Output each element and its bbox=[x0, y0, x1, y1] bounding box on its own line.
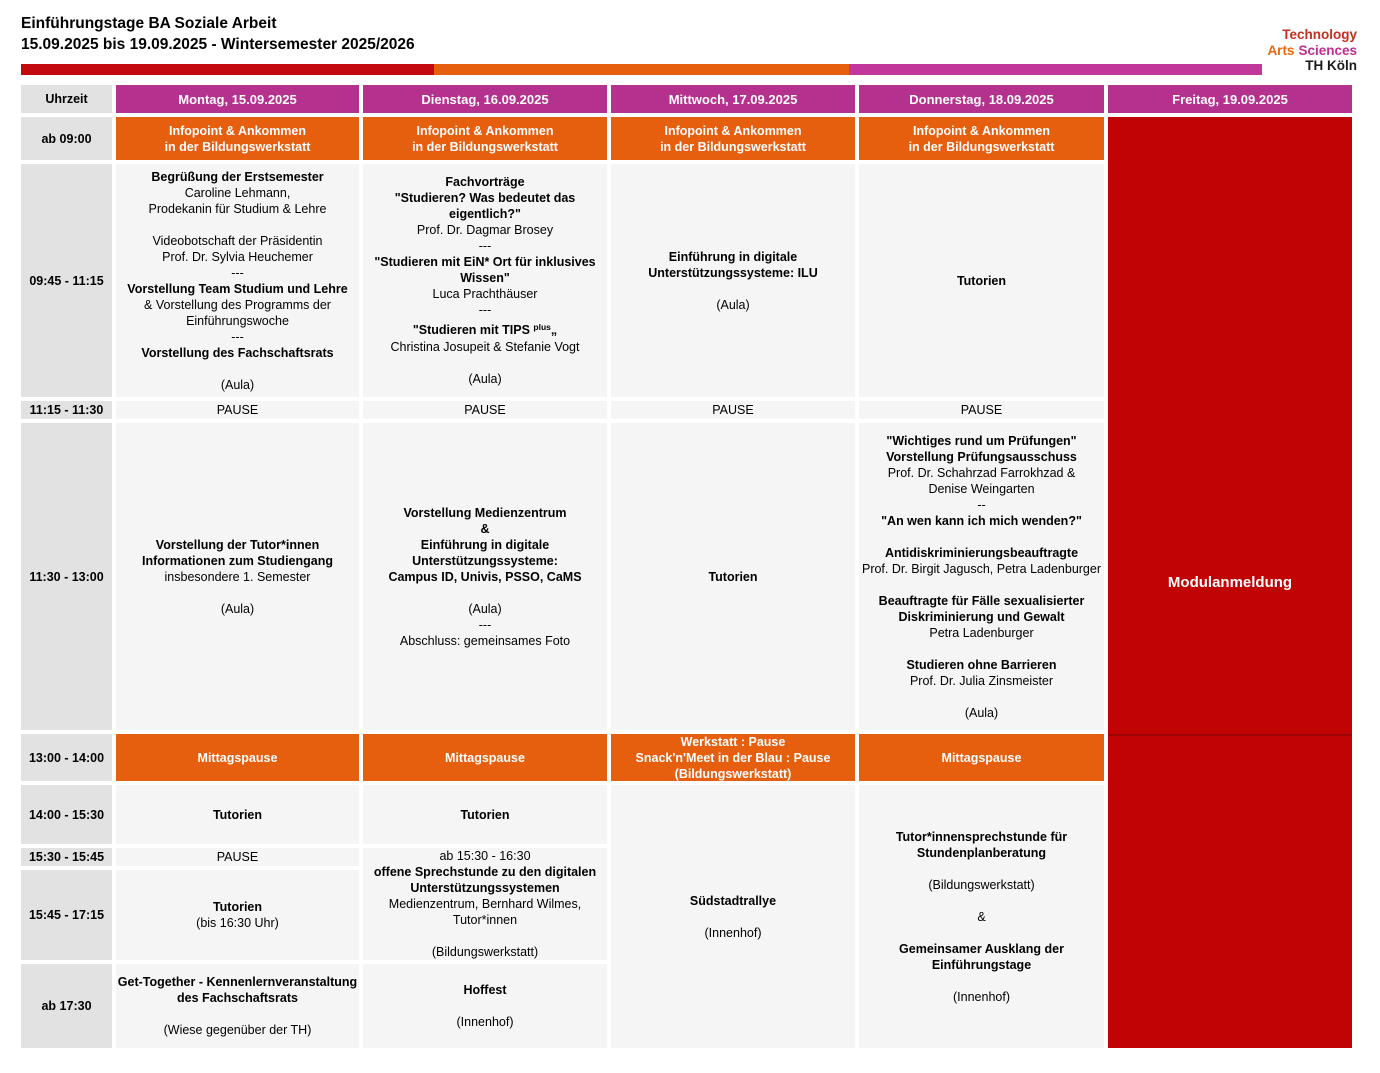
event-line: & bbox=[977, 909, 986, 924]
tue-1730 bbox=[363, 964, 607, 1048]
event-line: Infopoint & Ankommen bbox=[664, 123, 802, 138]
bar-segment-magenta bbox=[849, 64, 1262, 75]
event-line: --- bbox=[231, 265, 244, 280]
time-slot-label: 14:00 - 15:30 bbox=[21, 785, 112, 844]
event-line: & bbox=[480, 521, 490, 536]
event-line: Vorstellung Medienzentrum bbox=[403, 505, 567, 520]
wed-0945 bbox=[611, 164, 855, 397]
event-line: Tutorien bbox=[212, 807, 263, 822]
mon-1130 bbox=[116, 423, 359, 730]
event-line: Prof. Dr. Birgit Jagusch, Petra Ladenburger bbox=[861, 561, 1101, 576]
event-line: Stundenplanberatung bbox=[916, 845, 1047, 860]
mon-1545 bbox=[116, 870, 359, 960]
event-line: & Vorstellung des Programms der bbox=[144, 297, 331, 312]
event-line: PAUSE bbox=[464, 403, 506, 417]
event-line: Einführung in digitale bbox=[420, 537, 550, 552]
event-line: (bis 16:30 Uhr) bbox=[196, 916, 279, 930]
event-line: Einführungstage bbox=[931, 957, 1032, 972]
event-line: (Wiese gegenüber der TH) bbox=[163, 1023, 312, 1037]
event-line: Petra Ladenburger bbox=[929, 625, 1034, 640]
event-line: Infopoint & Ankommen bbox=[416, 123, 554, 138]
event-line: (Aula) bbox=[468, 371, 502, 386]
event-line: Studieren ohne Barrieren bbox=[906, 657, 1057, 672]
logo-th-koeln: TH Köln bbox=[1305, 58, 1357, 73]
event-line: Vorstellung der Tutor*innen bbox=[155, 537, 320, 552]
thu-0945 bbox=[859, 164, 1104, 397]
mon-0945 bbox=[116, 164, 359, 397]
event-line: Beauftragte für Fälle sexualisierter bbox=[878, 593, 1085, 608]
bar-segment-orange bbox=[434, 64, 849, 75]
event-line: Einführung in digitale bbox=[668, 249, 798, 264]
wed-infopoint bbox=[611, 117, 855, 160]
event-line: Abschluss: gemeinsames Foto bbox=[399, 633, 571, 648]
event-line: (Bildungswerkstatt) bbox=[674, 766, 792, 781]
event-line: "Wichtiges rund um Prüfungen" bbox=[886, 433, 1077, 448]
time-slot-label: 15:30 - 15:45 bbox=[21, 848, 112, 866]
event-line: Denise Weingarten bbox=[928, 481, 1035, 496]
event-line: Unterstützungssystemen bbox=[410, 881, 560, 895]
event-line: Infopoint & Ankommen bbox=[168, 123, 307, 138]
time-column-header: Uhrzeit bbox=[21, 85, 112, 113]
event-line: --- bbox=[478, 303, 492, 318]
event-line: Prof. Dr. Dagmar Brosey bbox=[416, 223, 554, 238]
event-line: in der Bildungswerkstatt bbox=[660, 139, 806, 154]
time-slot-label: 11:15 - 11:30 bbox=[21, 401, 112, 419]
title-block bbox=[21, 13, 415, 55]
event-line: Mittagspause bbox=[445, 750, 525, 765]
mon-1400 bbox=[116, 785, 359, 844]
event-line: PAUSE bbox=[216, 403, 259, 417]
event-line: "Studieren mit TIPS $^{plus}$„ bbox=[412, 322, 558, 338]
event-line: in der Bildungswerkstatt bbox=[908, 139, 1055, 154]
event-line: Videobotschaft der Präsidentin bbox=[152, 233, 323, 248]
mon-pause-1115 bbox=[116, 401, 359, 419]
event-line: Prodekanin für Studium & Lehre bbox=[148, 201, 327, 216]
brand-color-bar bbox=[21, 64, 1262, 75]
event-line: --- bbox=[231, 329, 244, 344]
thu-1130 bbox=[859, 423, 1104, 730]
tue-1130 bbox=[363, 423, 607, 730]
event-line: insbesondere 1. Semester bbox=[164, 569, 311, 584]
event-line: Tutor*innen bbox=[452, 913, 518, 927]
event-line: Tutorien bbox=[460, 807, 510, 822]
event-line: Gemeinsamer Ausklang der bbox=[899, 941, 1064, 956]
mon-infopoint bbox=[116, 117, 359, 160]
bar-segment-red bbox=[21, 64, 434, 75]
time-slot-label: 13:00 - 14:00 bbox=[21, 734, 112, 781]
event-line: -- bbox=[977, 497, 986, 512]
event-line: Werkstatt : Pause bbox=[680, 734, 786, 749]
tue-sprechstunde bbox=[363, 848, 607, 960]
event-line: (Aula) bbox=[468, 601, 502, 616]
event-line: Modulanmeldung bbox=[1167, 573, 1293, 591]
event-line: Fachvorträge bbox=[445, 175, 525, 190]
day-header-2: Dienstag, 16.09.2025 bbox=[363, 85, 607, 113]
event-line: Get-Together - Kennenlernveranstaltung bbox=[117, 975, 358, 989]
event-line: Vorstellung des Fachschaftsrats bbox=[141, 345, 334, 360]
event-line: Vorstellung Prüfungsausschuss bbox=[886, 449, 1077, 464]
day-header-5: Freitag, 19.09.2025 bbox=[1108, 85, 1352, 113]
event-line: Christina Josupeit & Stefanie Vogt bbox=[390, 339, 580, 354]
event-line: ab 15:30 - 16:30 bbox=[439, 849, 531, 863]
event-line: "An wen kann ich mich wenden?" bbox=[881, 513, 1082, 528]
event-line: Snack'n'Meet in der Blau : Pause bbox=[635, 750, 831, 765]
event-line: (Innenhof) bbox=[704, 925, 762, 940]
time-slot-label: 09:45 - 11:15 bbox=[21, 164, 112, 397]
event-line: offene Sprechstunde zu den digitalen bbox=[373, 865, 597, 879]
time-slot-label: 15:45 - 17:15 bbox=[21, 870, 112, 960]
event-line: Begrüßung der Erstsemester bbox=[151, 169, 324, 184]
page-subtitle: 15.09.2025 bis 19.09.2025 - Wintersemester 2025/2026 bbox=[21, 36, 415, 53]
event-line: Südstadtrallye bbox=[689, 893, 777, 908]
event-line: Unterstützungssysteme: ILU bbox=[648, 265, 818, 280]
event-line: Prof. Dr. Sylvia Heuchemer bbox=[162, 249, 313, 264]
event-line: eigentlich?" bbox=[449, 207, 521, 222]
event-line: (Innenhof) bbox=[953, 989, 1010, 1004]
mon-mittagspause bbox=[116, 734, 359, 781]
day-header-3: Mittwoch, 17.09.2025 bbox=[611, 85, 855, 113]
thu-pause-1115 bbox=[859, 401, 1104, 419]
logo-technology: Technology bbox=[1282, 27, 1357, 42]
th-koeln-logo bbox=[1267, 27, 1357, 74]
friday-row-divider bbox=[1108, 734, 1352, 736]
event-line: Luca Prachthäuser bbox=[432, 287, 538, 302]
wed-afternoon bbox=[611, 785, 855, 1048]
logo-arts: Arts bbox=[1267, 42, 1295, 58]
event-line: Vorstellung Team Studium und Lehre bbox=[127, 281, 348, 296]
thu-infopoint bbox=[859, 117, 1104, 160]
event-line: Unterstützungssysteme: bbox=[412, 553, 558, 568]
event-line: "Studieren mit EiN* Ort für inklusives bbox=[374, 255, 596, 270]
event-line: PAUSE bbox=[712, 403, 754, 417]
time-slot-label: 11:30 - 13:00 bbox=[21, 423, 112, 730]
event-line: Tutorien bbox=[212, 900, 263, 914]
event-line: PAUSE bbox=[960, 403, 1003, 417]
event-line: --- bbox=[478, 617, 492, 632]
page-title: Einführungstage BA Soziale Arbeit bbox=[21, 15, 277, 32]
wed-pause-1115 bbox=[611, 401, 855, 419]
event-line: Tutorien bbox=[708, 569, 758, 584]
time-slot-label: ab 17:30 bbox=[21, 964, 112, 1048]
event-line: Tutor*innensprechstunde für bbox=[895, 829, 1068, 844]
event-line: Caroline Lehmann, bbox=[184, 185, 291, 200]
wed-1130 bbox=[611, 423, 855, 730]
mon-1730 bbox=[116, 964, 359, 1048]
schedule-grid bbox=[21, 85, 1352, 1048]
event-line: in der Bildungswerkstatt bbox=[164, 139, 311, 154]
event-line: Infopoint & Ankommen bbox=[912, 123, 1051, 138]
event-line: (Aula) bbox=[220, 377, 255, 392]
page-header bbox=[0, 0, 1380, 85]
tue-1400 bbox=[363, 785, 607, 844]
event-line: (Bildungswerkstatt) bbox=[928, 877, 1035, 892]
logo-sciences: Sciences bbox=[1298, 42, 1357, 58]
event-line: "Studieren? Was bedeutet das bbox=[394, 191, 576, 206]
event-line: (Bildungswerkstatt) bbox=[431, 945, 539, 959]
event-line: Einführungswoche bbox=[186, 313, 289, 328]
day-header-4: Donnerstag, 18.09.2025 bbox=[859, 85, 1104, 113]
event-line: Wissen" bbox=[460, 271, 510, 286]
event-line: Mittagspause bbox=[941, 750, 1022, 765]
event-line: --- bbox=[478, 239, 492, 254]
event-line: Medienzentrum, Bernhard Wilmes, bbox=[388, 897, 582, 911]
thu-afternoon bbox=[859, 785, 1104, 1048]
event-line: Campus ID, Univis, PSSO, CaMS bbox=[388, 569, 582, 584]
event-line: (Aula) bbox=[716, 297, 750, 312]
event-line: Hoffest bbox=[463, 983, 507, 997]
day-header-1: Montag, 15.09.2025 bbox=[116, 85, 359, 113]
event-line: Tutorien bbox=[956, 273, 1007, 288]
event-line: Prof. Dr. Julia Zinsmeister bbox=[909, 673, 1054, 688]
time-slot-label: ab 09:00 bbox=[21, 117, 112, 160]
tue-mittagspause bbox=[363, 734, 607, 781]
event-line: (Aula) bbox=[964, 705, 999, 720]
event-line: Antidiskriminierungsbeauftragte bbox=[884, 545, 1079, 560]
event-line: (Innenhof) bbox=[456, 1015, 514, 1029]
tue-pause-1115 bbox=[363, 401, 607, 419]
event-line: Mittagspause bbox=[197, 750, 278, 765]
event-line: in der Bildungswerkstatt bbox=[412, 139, 558, 154]
tue-infopoint bbox=[363, 117, 607, 160]
event-line: Prof. Dr. Schahrzad Farrokhzad & bbox=[887, 465, 1076, 480]
event-line: Diskriminierung und Gewalt bbox=[898, 609, 1065, 624]
thu-mittagspause bbox=[859, 734, 1104, 781]
event-line: (Aula) bbox=[220, 601, 255, 616]
logo-arts-sciences bbox=[1267, 43, 1357, 59]
fri-modulanmeldung bbox=[1108, 117, 1352, 1048]
event-line: Informationen zum Studiengang bbox=[142, 553, 333, 568]
mon-pause-1530 bbox=[116, 848, 359, 866]
event-line: des Fachschaftsrats bbox=[177, 991, 298, 1005]
wed-mittagspause bbox=[611, 734, 855, 781]
event-line: PAUSE bbox=[216, 850, 259, 864]
tue-0945 bbox=[363, 164, 607, 397]
